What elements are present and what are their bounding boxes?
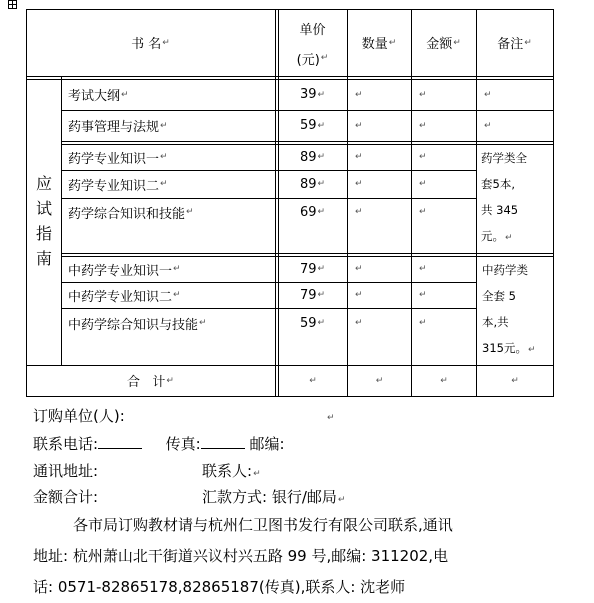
table-move-handle-icon[interactable] [8,0,17,9]
book-title: 中药学综合知识与技能 [68,317,199,333]
table-border-bottom [26,396,554,397]
header-unit-price: 单价 [299,22,326,38]
book-title: 药学专业知识一 [68,151,160,167]
amount-cell[interactable]: ↵ [419,207,427,217]
book-price: 59 [299,315,317,331]
remark-cell[interactable]: ↵ [484,120,492,131]
quantity-cell[interactable]: ↵ [355,152,363,162]
book-price: 89 [299,149,317,165]
book-price: 79 [299,261,317,277]
postcode-label: 邮编: [249,435,285,453]
book-title: 考试大纲 [68,89,121,104]
quantity-cell[interactable]: ↵ [355,120,363,131]
quantity-cell[interactable]: ↵ [355,318,363,328]
remark-tcm-set: 中药学类 全套 5 本,共 315元。↵ [482,263,536,355]
header-amount: 金额 ↵ [426,37,461,52]
order-unit-field[interactable]: ↵ [327,413,335,423]
phone-fax-line [33,433,285,454]
contact-label: 联系人:↵ [202,462,261,480]
header-book-name: 书 名 ↵ [131,37,170,52]
quantity-cell[interactable]: ↵ [355,89,363,100]
amount-cell[interactable]: ↵ [419,179,427,189]
group-label-exam-guide: 应 试 指 南 [35,174,52,268]
amount-cell[interactable]: ↵ [419,264,427,274]
amount-cell[interactable]: ↵ [419,290,427,300]
phone-label: 联系电话: [33,435,99,453]
book-title: 中药学专业知识一 [68,263,173,279]
address-label: 通讯地址: [33,462,99,480]
row-divider [61,141,554,142]
quantity-cell[interactable]: ↵ [355,179,363,189]
total-amount-cell[interactable]: ↵ [440,375,448,386]
book-title: 药学专业知识二 [68,178,160,194]
book-price: 69 [299,204,317,220]
table-header-rule [26,76,554,77]
order-table: 书 名 ↵ 单价 (元) ↵ 数量 ↵ 金额 ↵ 备注 ↵ 应 试 指 南 考试大纲 ↵ 39 ↵ ↵ ↵ ↵ 药事管理与法规 ↵ 59 ↵ ↵ ↵ ↵ 药学专业知识一 ↵ 89 ↵ ↵ ↵ 药学专业知识二 ↵ 89 ↵ ↵ ↵ 药学综合知识和技能 ↵ 69 ↵ ↵ ↵ 药学类全 套5本, 共 345 元。↵ 中药学专业知识一 ↵ 79 ↵ ↵ ↵ 中药学专业知识二 ↵ 79 ↵ ↵ ↵ 中药学综合知识与技能 ↵ 59 ↵ ↵ ↵ 中药学类 全套 5 本,共 315元。↵ 合 计 ↵ ↵ ↵ ↵ ↵ [26,9,554,397]
remark-cell[interactable]: ↵ [484,89,492,100]
table-border-right [553,9,554,397]
header-unit-price-unit: (元) ↵ [296,52,329,68]
book-title: 中药学专业知识二 [68,289,173,305]
column-divider [275,9,276,397]
total-remark-cell[interactable]: ↵ [511,375,519,386]
total-label: 合 计 [127,375,166,390]
book-price: 79 [299,287,317,303]
amount-cell[interactable]: ↵ [419,318,427,328]
fax-label: 传真: [165,435,201,453]
header-quantity: 数量 ↵ [361,37,397,52]
quantity-cell[interactable]: ↵ [355,264,363,274]
amount-cell[interactable]: ↵ [419,152,427,162]
book-title: 药事管理与法规 [68,120,160,135]
book-price: 39 [299,87,317,102]
ordering-notice: 各市局订购教材请与杭州仁卫图书发行有限公司联系,通讯 地址: 杭州萧山北干街道兴议村兴五路 99 号,邮编: 311202,电 话: 0571-82865178,82865187(传真),联系人: 沈老师 [33,516,453,596]
amount-cell[interactable]: ↵ [419,120,427,131]
book-price: 89 [299,176,317,192]
book-title: 药学综合知识和技能 [68,206,186,222]
total-price-cell[interactable]: ↵ [309,375,317,386]
phone-field[interactable] [98,434,142,449]
quantity-cell[interactable]: ↵ [355,290,363,300]
book-price: 59 [299,118,317,133]
order-unit-label: 订购单位(人): [33,407,125,425]
total-quantity-cell[interactable]: ↵ [375,375,384,386]
amount-cell[interactable]: ↵ [419,89,427,100]
fax-field[interactable] [201,434,245,449]
quantity-cell[interactable]: ↵ [355,207,363,217]
remark-pharmacy-set: 药学类全 套5本, 共 345 元。↵ [481,151,527,243]
payment-method: 汇款方式: 银行/邮局↵ [202,488,346,506]
total-amount-label: 金额合计: [33,488,99,506]
group-divider [61,253,554,254]
header-remarks: 备注 ↵ [497,37,532,52]
